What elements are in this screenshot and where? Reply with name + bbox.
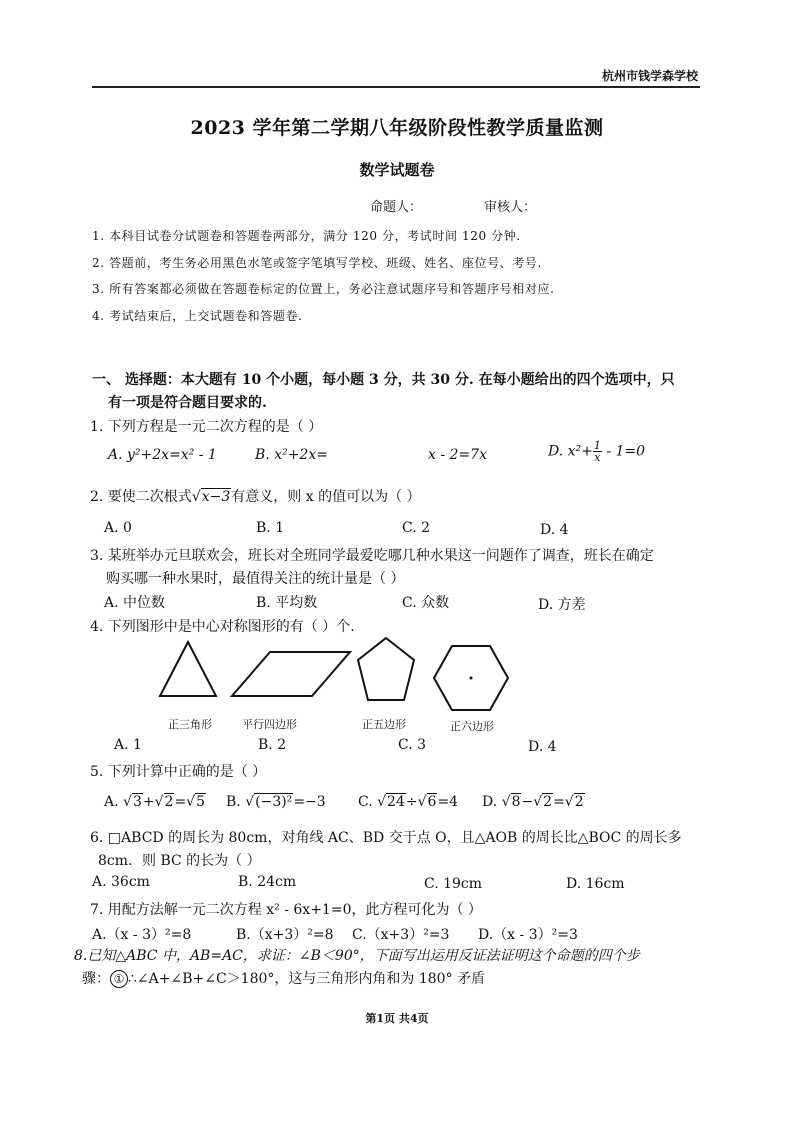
q5-a-op: + [142, 794, 155, 810]
q6-option-c: C. 19cm [424, 876, 483, 892]
q4-shapes [150, 634, 520, 714]
q1-option-c: x - 2=7x [428, 447, 487, 463]
q4-option-a: A. 1 [114, 737, 142, 753]
q3-option-c: C. 众数 [402, 595, 450, 611]
note-3: 3. 所有答案都必须做在答题卷标定的位置上，务必注意试题序号和答题序号相对应. [92, 282, 555, 296]
q5-d-op: − [521, 794, 534, 810]
note-4: 4. 考试结束后，上交试题卷和答题卷. [92, 309, 303, 323]
q6-stem-line2: 8cm．则 BC 的长为（ ） [98, 853, 261, 869]
q8-step-1-text: ∴∠A+∠B+∠C＞180°，这与三角形内角和为 180° 矛盾 [128, 971, 486, 987]
exam-title: 2023 学年第二学期八年级阶段性教学质量监测 [190, 117, 604, 139]
q6-option-b: B. 24cm [238, 874, 297, 890]
q5-a-eq: = [174, 794, 187, 810]
q4-option-b: B. 2 [258, 737, 287, 753]
q8-steps-label: 骤： [82, 971, 110, 987]
q8-stem-line1: 8.已知△ABC 中，AB=AC，求证：∠B＜90°，下面写出运用反证法证明这个命题的四个步 [74, 948, 640, 964]
q2-option-b: B. 1 [256, 520, 285, 536]
q5-d-r1: 8 [511, 794, 521, 810]
q4-stem: 4. 下列图形中是中心对称图形的有（ ）个. [90, 619, 355, 635]
q3-option-b: B. 平均数 [256, 595, 318, 611]
note-2: 2. 答题前，考生务必用黑色水笔或签字笔填写学校、班级、姓名、座位号、考号. [92, 256, 542, 270]
parallelogram-shape [232, 652, 350, 696]
caption-parallelogram: 平行四边形 [242, 718, 297, 731]
q3-stem-line1: 3. 某班举办元旦联欢会，班长对全班同学最爱吃哪几种水果这一问题作了调查，班长在确定 [90, 548, 654, 564]
q7-option-d: D.（x - 3）²=3 [478, 927, 578, 943]
q7-option-b: B.（x+3）²=8 [236, 927, 334, 943]
q1-option-a: A. y²+2x=x² - 1 [108, 447, 217, 463]
regular-pentagon-shape [358, 638, 414, 700]
q4-option-c: C. 3 [398, 737, 427, 753]
q6-option-d: D. 16cm [566, 876, 625, 892]
caption-triangle: 正三角形 [168, 718, 212, 731]
sqrt-symbol: √ [191, 489, 201, 505]
q5-a-r1: 3 [132, 794, 142, 810]
q5-b-radicand: (−3)² [255, 794, 293, 810]
q1-stem: 1. 下列方程是一元二次方程的是（ ） [90, 419, 323, 435]
caption-hexagon: 正六边形 [450, 720, 494, 733]
q2-option-c: C. 2 [402, 520, 431, 536]
q5-d-eq: = [553, 794, 565, 810]
q3-option-d: D. 方差 [538, 597, 586, 613]
q2-radicand: x−3 [201, 489, 231, 505]
page-footer: 第1页 共4页 [365, 1012, 429, 1025]
q3-stem-line2: 购买哪一种水果时，最值得关注的统计量是（ ） [106, 571, 405, 587]
q1-option-d [548, 440, 645, 463]
q2-stem-pre: 2. 要使二次根式 [90, 489, 192, 505]
q5-c-op: ÷ [405, 794, 418, 810]
caption-pentagon: 正五边形 [362, 718, 406, 731]
equilateral-triangle-shape [160, 642, 216, 696]
q5-c-r2: 6 [427, 794, 437, 810]
q5-b-label: B. [226, 794, 246, 810]
q6-option-a: A. 36cm [92, 874, 150, 890]
q5-option-d: D. √8−√2=√2 [482, 794, 584, 810]
section-1-heading: 一、 选择题：本大题有 10 个小题，每小题 3 分，共 30 分. 在每小题给出的四个选项中，只 [92, 372, 675, 388]
setter-label: 命题人： [370, 200, 423, 215]
q1-d-numerator: 1 [593, 439, 601, 452]
q1-d-suffix: - 1=0 [601, 443, 646, 460]
q1-option-b: B. x²+2x= [255, 447, 328, 463]
q5-c-label: C. [358, 794, 378, 810]
q5-b-eq: =−3 [293, 794, 326, 810]
q5-c-r1: 24 [387, 794, 405, 810]
q4-option-d: D. 4 [528, 739, 557, 755]
header-rule [92, 86, 700, 88]
q1-d-fraction [593, 440, 602, 463]
q5-option-b: B. √(−3)²=−3 [226, 794, 326, 810]
q2-option-d: D. 4 [540, 522, 569, 538]
q6-stem-line1: 6. □ABCD 的周长为 80cm，对角线 AC、BD 交于点 O，且△AOB 的周长比△BOC 的周长多 [90, 830, 682, 846]
reviewer-label: 审核人： [484, 200, 537, 215]
q5-a-r3: 5 [196, 794, 206, 810]
q2-stem-post: 有意义，则 x 的值可以为（ ） [231, 489, 421, 505]
q5-option-a: A. √3+√2=√5 [104, 794, 206, 810]
q5-a-label: A. [104, 794, 124, 810]
q7-option-a: A.（x - 3）²=8 [92, 927, 192, 943]
q2-option-a: A. 0 [104, 520, 132, 536]
q1-d-denominator: x [594, 451, 601, 464]
q5-a-r2: 2 [164, 794, 174, 810]
hexagon-center-dot [470, 677, 473, 680]
q5-option-c: C. √24÷√6=4 [358, 794, 459, 810]
q3-option-a: A. 中位数 [104, 595, 166, 611]
q1-d-prefix: D. x²+ [548, 443, 593, 460]
q5-d-r3: 2 [574, 794, 584, 810]
q5-c-eq: =4 [437, 794, 459, 810]
q7-option-c: C.（x+3）²=3 [352, 927, 450, 943]
q8-stem-line2 [82, 968, 485, 988]
q5-d-label: D. [482, 794, 502, 810]
note-1: 1. 本科目试卷分试题卷和答题卷两部分，满分 120 分，考试时间 120 分钟. [92, 229, 521, 243]
q2-stem [90, 486, 421, 506]
q5-d-r2: 2 [543, 794, 553, 810]
q7-stem: 7. 用配方法解一元二次方程 x² - 6x+1=0，此方程可化为（ ） [90, 902, 482, 918]
q5-stem: 5. 下列计算中正确的是（ ） [90, 764, 267, 780]
exam-subtitle: 数学试题卷 [359, 161, 435, 179]
step-1-marker: ① [110, 970, 128, 988]
section-1-heading-cont: 有一项是符合题目要求的. [108, 395, 267, 411]
school-name: 杭州市钱学森学校 [601, 69, 698, 83]
